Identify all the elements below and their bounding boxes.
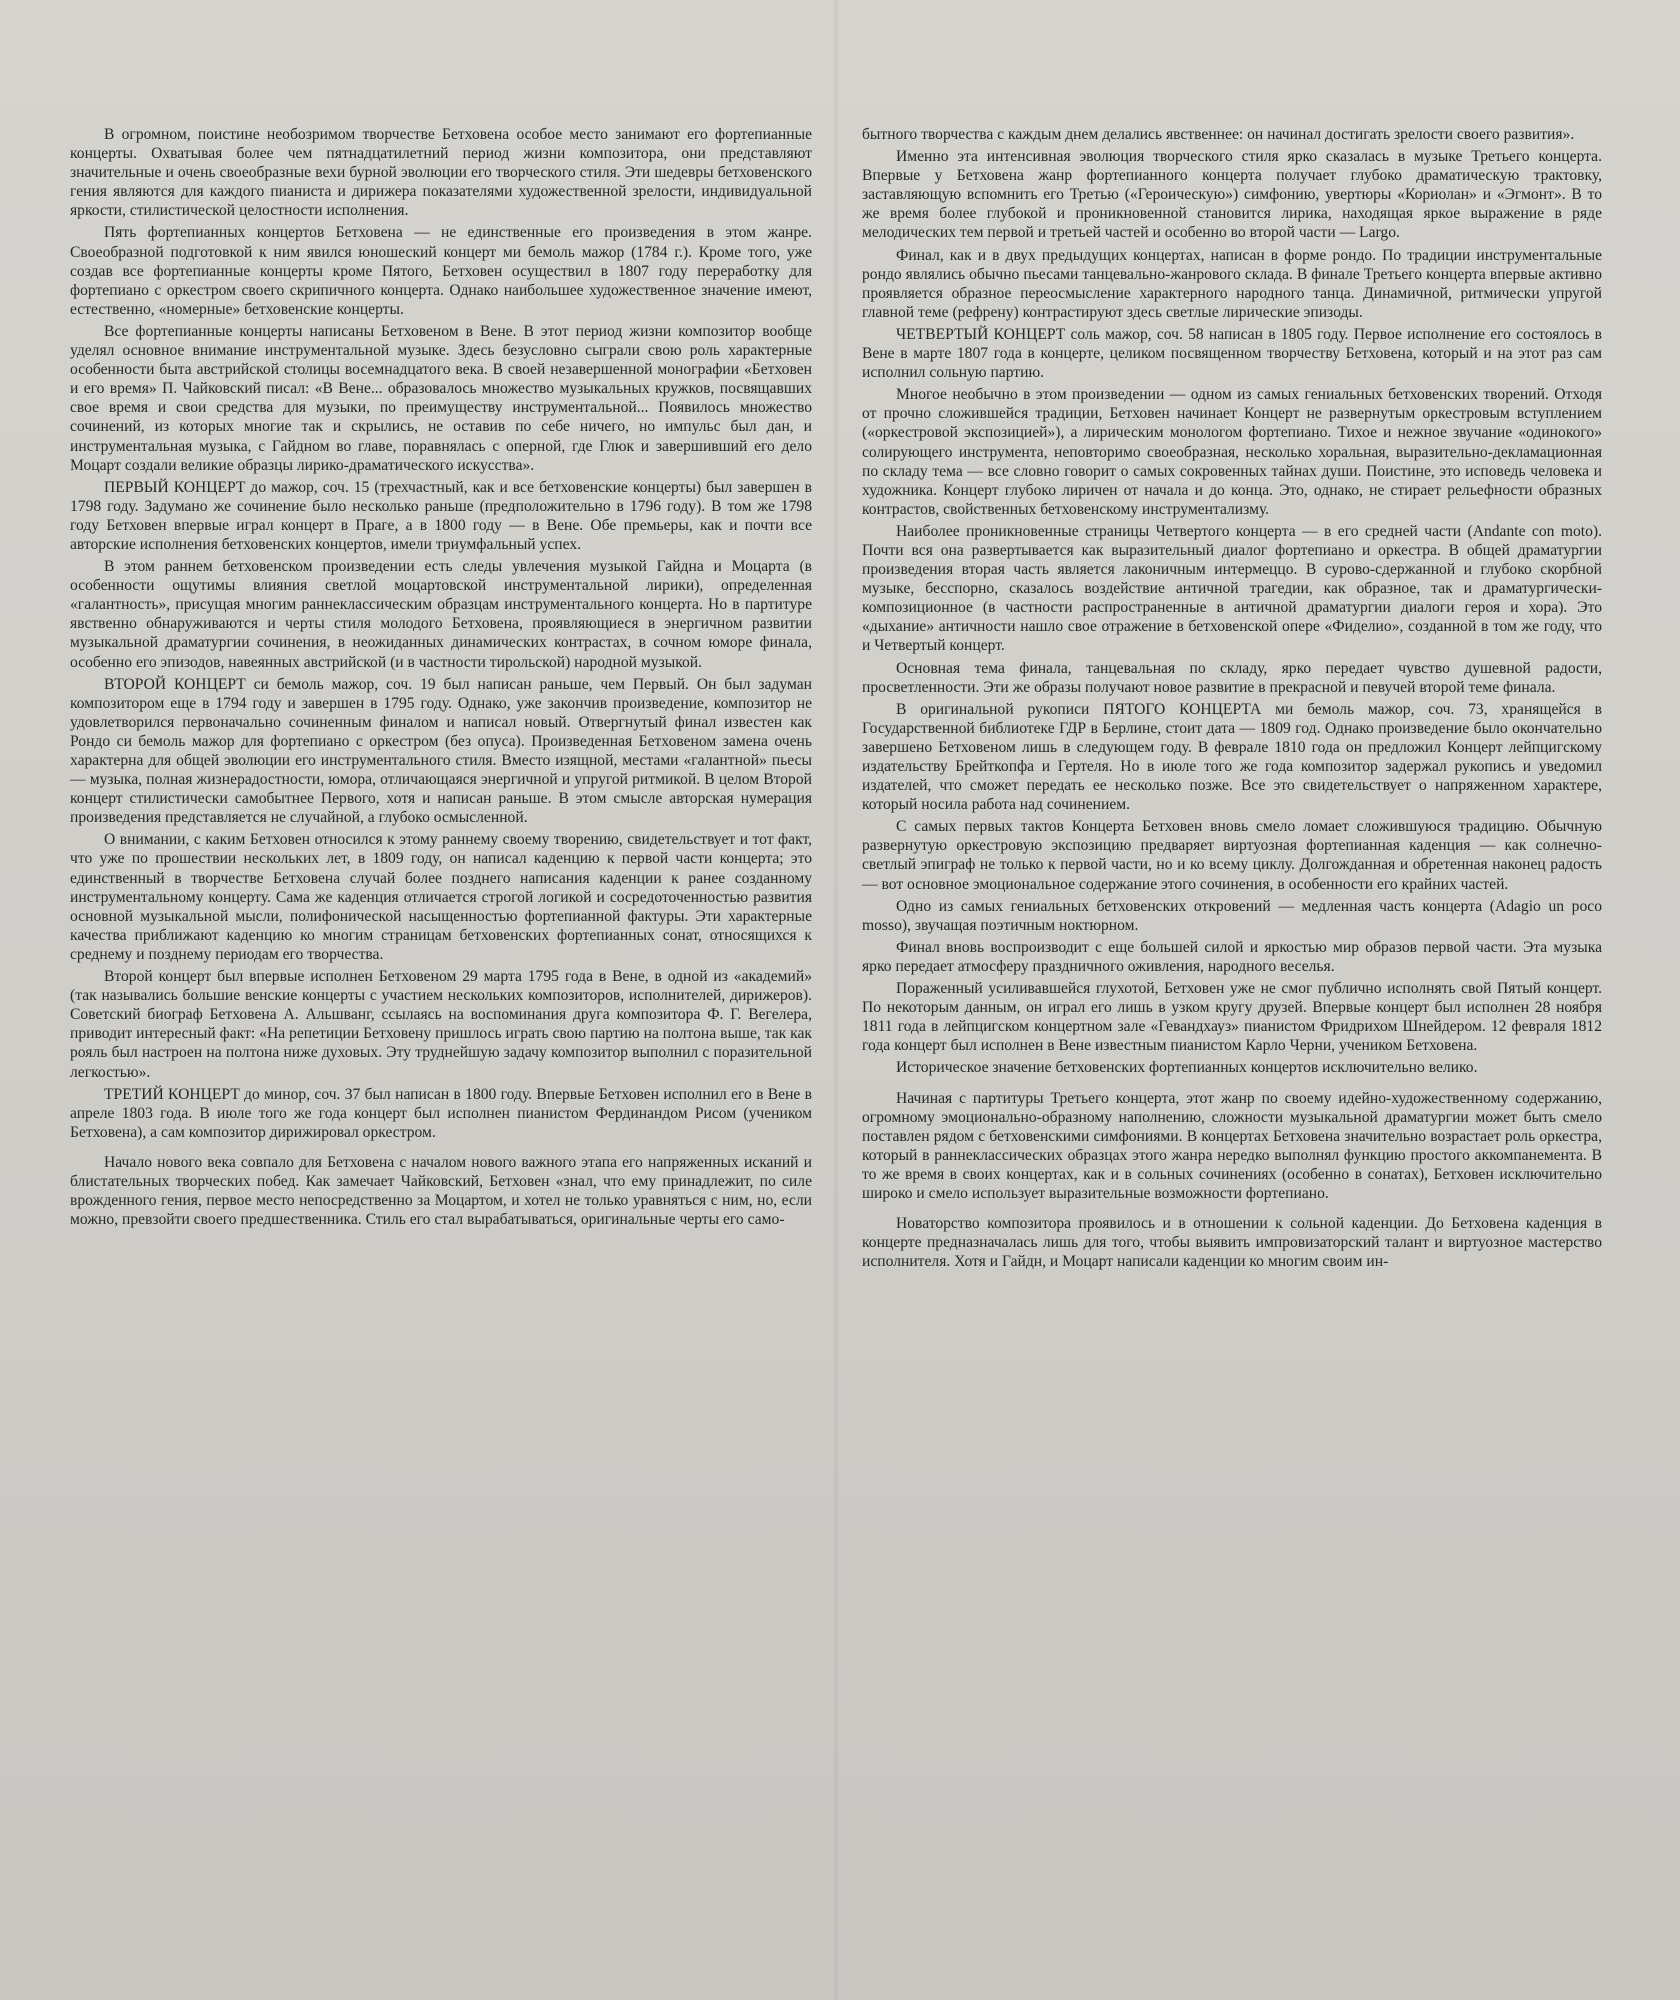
paragraph: Пораженный усиливавшейся глухотой, Бетховен уже не смог публично исполнять свой Пятый концерт. По некоторым данным, он играл его лишь в узком кругу друзей. Впервые концерт был исполнен 28 ноября 1811 года в лейпцигском концертном зале «Гевандхауз» пианистом Фридрихом Шнейдером. 12 февраля 1812 года концерт был исполнен в Вене известным пианистом Карло Черни, учеником Бетховена.: [862, 980, 1602, 1055]
paragraph: Начало нового века совпало для Бетховена с началом нового важного этапа его напряженных исканий и блистательных творческих побед. Как замечает Чайковский, Бетховен «знал, что ему принадлежит, по силе врожденного гения, первое место непосредственно за Моцартом, и хотел не только уравняться с ним, но, если можно, превзойти своего предшественника. Стиль его стал вырабатываться, оригинальные черты его само-: [70, 1153, 812, 1229]
paragraph: Все фортепианные концерты написаны Бетховеном в Вене. В этот период жизни композитор вообще уделял основное внимание инструментальной музыке. Здесь безусловно сыграли свою роль характерные особенности быта австрийской столицы восемнадцатого века. В своей незавершенной монографии «Бетховен и его время» П. Чайковский писал: «В Вене... образовалось множество музыкальных кружков, посвящавших свое время и свои средства для музыки, по преимуществу инструментальной... Появилось множество сочинений, из которых многие так и скрылись, не оставив по себе ничего, но импульс был дан, и инструментальная музыка, с Гайдном во главе, поравнялась с оперной, где Глюк и завершивший его дело Моцарт создали великие образцы лирико-драматического искусства».: [70, 322, 812, 474]
paragraph: Многое необычно в этом произведении — одном из самых гениальных бетховенских творений. Отходя от прочно сложившейся традиции, Бетховен начинает Концерт не развернутым оркестровым вступлением («оркестровой экспозицией»), а лирическим монологом фортепиано. Тихое и нежное звучание «одинокого» солирующего инструмента, неповторимо своеобразная, несколько хоральная, выразительно-декламационная по складу тема — все словно говорит о самых сокровенных тайнах души. Поистине, это исповедь человека и художника. Концерт глубоко лиричен от начала и до конца. Это, однако, не стирает рельефности образных контрастов, свойственных бетховенскому инструментализму.: [862, 386, 1602, 518]
paragraph: В огромном, поистине необозримом творчестве Бетховена особое место занимают его фортепианные концерты. Охватывая более чем пятнадцатилетний период жизни композитора, они представляют значительные и очень своеобразные вехи бурной эволюции его творческого стиля. Эти шедевры бетховенского гения являются для каждого пианиста и дирижера показателями художественной зрелости, индивидуальной яркости, стилистической целостности исполнения.: [70, 126, 812, 220]
paragraph: Финал, как и в двух предыдущих концертах, написан в форме рондо. По традиции инструментальные рондо являлись обычно пьесами танцевально-жанрового склада. В финале Третьего концерта впервые активно проявляется образное переосмысление характерного народного танца. Динамичной, ритмически упругой главной теме (рефрену) контрастируют здесь светлые лирические эпизоды.: [862, 246, 1602, 321]
paragraph: Историческое значение бетховенских фортепианных концертов исключительно велико.: [896, 1059, 1478, 1077]
left-column: [70, 125, 812, 1232]
paragraph: Новаторство композитора проявилось и в отношении к сольной каденции. До Бетховена каденция в концерте предназначалась лишь для того, чтобы выявить импровизаторский талант и виртуозное мастерство исполнителя. Хотя и Гайдн, и Моцарт написали каденции ко многим своим ин-: [862, 1215, 1602, 1271]
paragraph: ЧЕТВЕРТЫЙ КОНЦЕРТ соль мажор, соч. 58 написан в 1805 году. Первое исполнение его состоялось в Вене в марте 1807 года в концерте, целиком посвященном творчеству Бетховена, который и на этот раз сам исполнил сольную партию.: [862, 325, 1602, 382]
paragraph: Основная тема финала, танцевальная по складу, ярко передает чувство душевной радости, просветленности. Эти же образы получают новое развитие в прекрасной и певучей второй теме финала.: [862, 659, 1602, 696]
paragraph: Пять фортепианных концертов Бетховена — не единственные его произведения в этом жанре. Своеобразной подготовкой к ним явился юношеский концерт ми бемоль мажор (1784 г.). Кроме того, уже создав все фортепианные концерты кроме Пятого, Бетховен осуществил в 1807 году переработку для фортепиано с оркестром своего скрипичного концерта. Однако наибольшее художественное значение имеют, естественно, «номерные» бетховенские концерты.: [70, 224, 812, 318]
paragraph: Финал вновь воспроизводит с еще большей силой и яркостью мир образов первой части. Эта музыка ярко передает атмосферу праздничного оживления, народного веселья.: [862, 938, 1602, 975]
paragraph: ВТОРОЙ КОНЦЕРТ си бемоль мажор, соч. 19 был написан раньше, чем Первый. Он был задуман композитором еще в 1794 году и завершен в 1795 году. Однако, уже закончив произведение, композитор не удовлетворился первоначально сочиненным финалом и написал новый. Отвергнутый финал известен как Рондо си бемоль мажор для фортепиано с оркестром (без опуса). Произведенная Бетховеном замена очень характерна для общей эволюции его инструментального стиля. Вместо изящной, местами «галантной» пьесы — музыка, полная жизнерадостности, юмора, отличающаяся энергичной и упругой ритмикой. В целом Второй концерт стилистически самобытнее Первого, хотя и написан раньше. В этом смысле авторская нумерация произведения представляется не случайной, а глубоко осмысленной.: [70, 675, 812, 827]
paragraph: О внимании, с каким Бетховен относился к этому раннему своему творению, свидетельствует и тот факт, что уже по прошествии нескольких лет, в 1809 году, он написал каденцию к первой части концерта; это единственный в творчестве Бетховена случай более позднего написания каденции к ранее созданному инструментальному концерту. Сама же каденция отличается строгой логикой и сосредоточенностью развития основной музыкальной мысли, полифонической насыщенностью фортепианной фактуры. Эти характерные качества приближают каденцию ко многим страницам бетховенских фортепианных сонат, относящихся к среднему и позднему периодам его творчества.: [70, 831, 812, 963]
paragraph: Второй концерт был впервые исполнен Бетховеном 29 марта 1795 года в Вене, в одной из «академий» (так назывались большие венские концерты с участием нескольких композиторов, исполнителей, дирижеров). Советский биограф Бетховена А. Альшванг, ссылаясь на воспоминания друга композитора Ф. Г. Вегелера, приводит интересный факт: «На репетиции Бетховену пришлось играть свою партию на полтона выше, так как рояль был настроен на полтона ниже духовых. Эту труднейшую задачу композитор выполнил с поразительной легкостью».: [70, 968, 812, 1081]
paragraph: ТРЕТИЙ КОНЦЕРТ до минор, соч. 37 был написан в 1800 году. Впервые Бетховен исполнил его в Вене в апреле 1803 года. В июле того же года концерт был исполнен пианистом Фердинандом Рисом (учеником Бетховена), а сам композитор дирижировал оркестром.: [70, 1085, 812, 1141]
paragraph: С самых первых тактов Концерта Бетховен вновь смело ломает сложившуюся традицию. Обычную развернутую оркестровую экспозицию предваряет виртуозная фортепианная каденция — как солнечно-светлый эпиграф не только к первой части, но и ко всему циклу. Долгожданная и обретенная наконец радость — вот основное эмоциональное содержание этого сочинения, в особенности его крайних частей.: [862, 818, 1602, 893]
paragraph: Одно из самых гениальных бетховенских откровений — медленная часть концерта (Adagio un poco mosso), звучащая поэтичным ноктюрном.: [862, 897, 1602, 934]
paragraph: Начиная с партитуры Третьего концерта, этот жанр по своему идейно-художественному содержанию, огромному эмоционально-образному наполнению, сложности музыкальной драматургии может быть смело поставлен рядом с бетховенскими симфониями. В концертах Бетховена значительно возрастает роль оркестра, который в раннеклассических образцах этого жанра нередко выполнял функцию простого аккомпанемента. В то же время в своих концертах, как и в сольных сочинениях (особенно в сонатах), Бетховен исключительно широко и смело использует выразительные возможности фортепиано.: [862, 1089, 1602, 1202]
paragraph: ПЕРВЫЙ КОНЦЕРТ до мажор, соч. 15 (трехчастный, как и все бетховенские концерты) был завершен в 1798 году. Задумано же сочинение было несколько раньше (предположительно в 1796 году). В том же 1798 году Бетховен впервые играл концерт в Праге, а в 1800 году — в Вене. Обе премьеры, как и почти все авторские исполнения бетховенских концертов, имели триумфальный успех.: [70, 478, 812, 553]
paragraph-continued: бытного творчества с каждым днем делались явственнее: он начинал достигать зрелости своего развития».: [862, 126, 1575, 143]
right-column: [862, 125, 1602, 1274]
paragraph: В оригинальной рукописи ПЯТОГО КОНЦЕРТА ми бемоль мажор, соч. 73, хранящейся в Государственной библиотеке ГДР в Берлине, стоит дата — 1809 год. Однако произведение было окончательно завершено Бетховеном лишь в следующем году. В феврале 1810 года он предложил Концерт лейпцигскому издательству Брейткопфа и Гертеля. Но в июле того же года композитор задержал рукопись и уведомил издателей, что сможет передать ее несколько позже. Все это свидетельствует о напряженном характере, который носила работа над сочинением.: [862, 700, 1602, 814]
paragraph: Наиболее проникновенные страницы Четвертого концерта — в его средней части (Andante con moto). Почти вся она развертывается как выразительный диалог фортепиано и оркестра. В общей драматургии произведения вторая часть является лаконичным интермеццо. В сурово-сдержанной и глубоко скорбной музыке, бесспорно, сказалось воздействие античной трагедии, как образное, так и драматургически-композиционное (в частности распространенные в античной драматургии диалоги героя и хора). Это «дыхание» античности нашло свое отражение в бетховенской опере «Фиделио», созданной в том же году, что и Четвертый концерт.: [862, 522, 1602, 655]
paragraph: В этом раннем бетховенском произведении есть следы увлечения музыкой Гайдна и Моцарта (в особенности ощутимы влияния светлой моцартовской инструментальной лирики), определенная «галантность», присущая многим раннеклассическим образцам инструментального концерта. Но в партитуре явственно обнаруживаются и черты стиля молодого Бетховена, проявляющиеся в энергичном развитии музыкальной драматургии сочинения, в неожиданных динамических контрастах, в сочном юморе финала, особенно его эпизодов, навеянных австрийской (и в частности тирольской) народной музыкой.: [70, 558, 812, 671]
paragraph: Именно эта интенсивная эволюция творческого стиля ярко сказалась в музыке Третьего концерта. Впервые у Бетховена жанр фортепианного концерта получает глубоко драматическую трактовку, заставляющую вспомнить его Третью («Героическую») симфонию, увертюры «Кориолан» и «Эгмонт». В то же время более глубокой и проникновенной становится лирика, находящая яркое выражение в ряде мелодических тем первой и третьей частей и особенно во второй части — Largo.: [862, 148, 1602, 242]
column-gutter: [833, 0, 839, 2000]
